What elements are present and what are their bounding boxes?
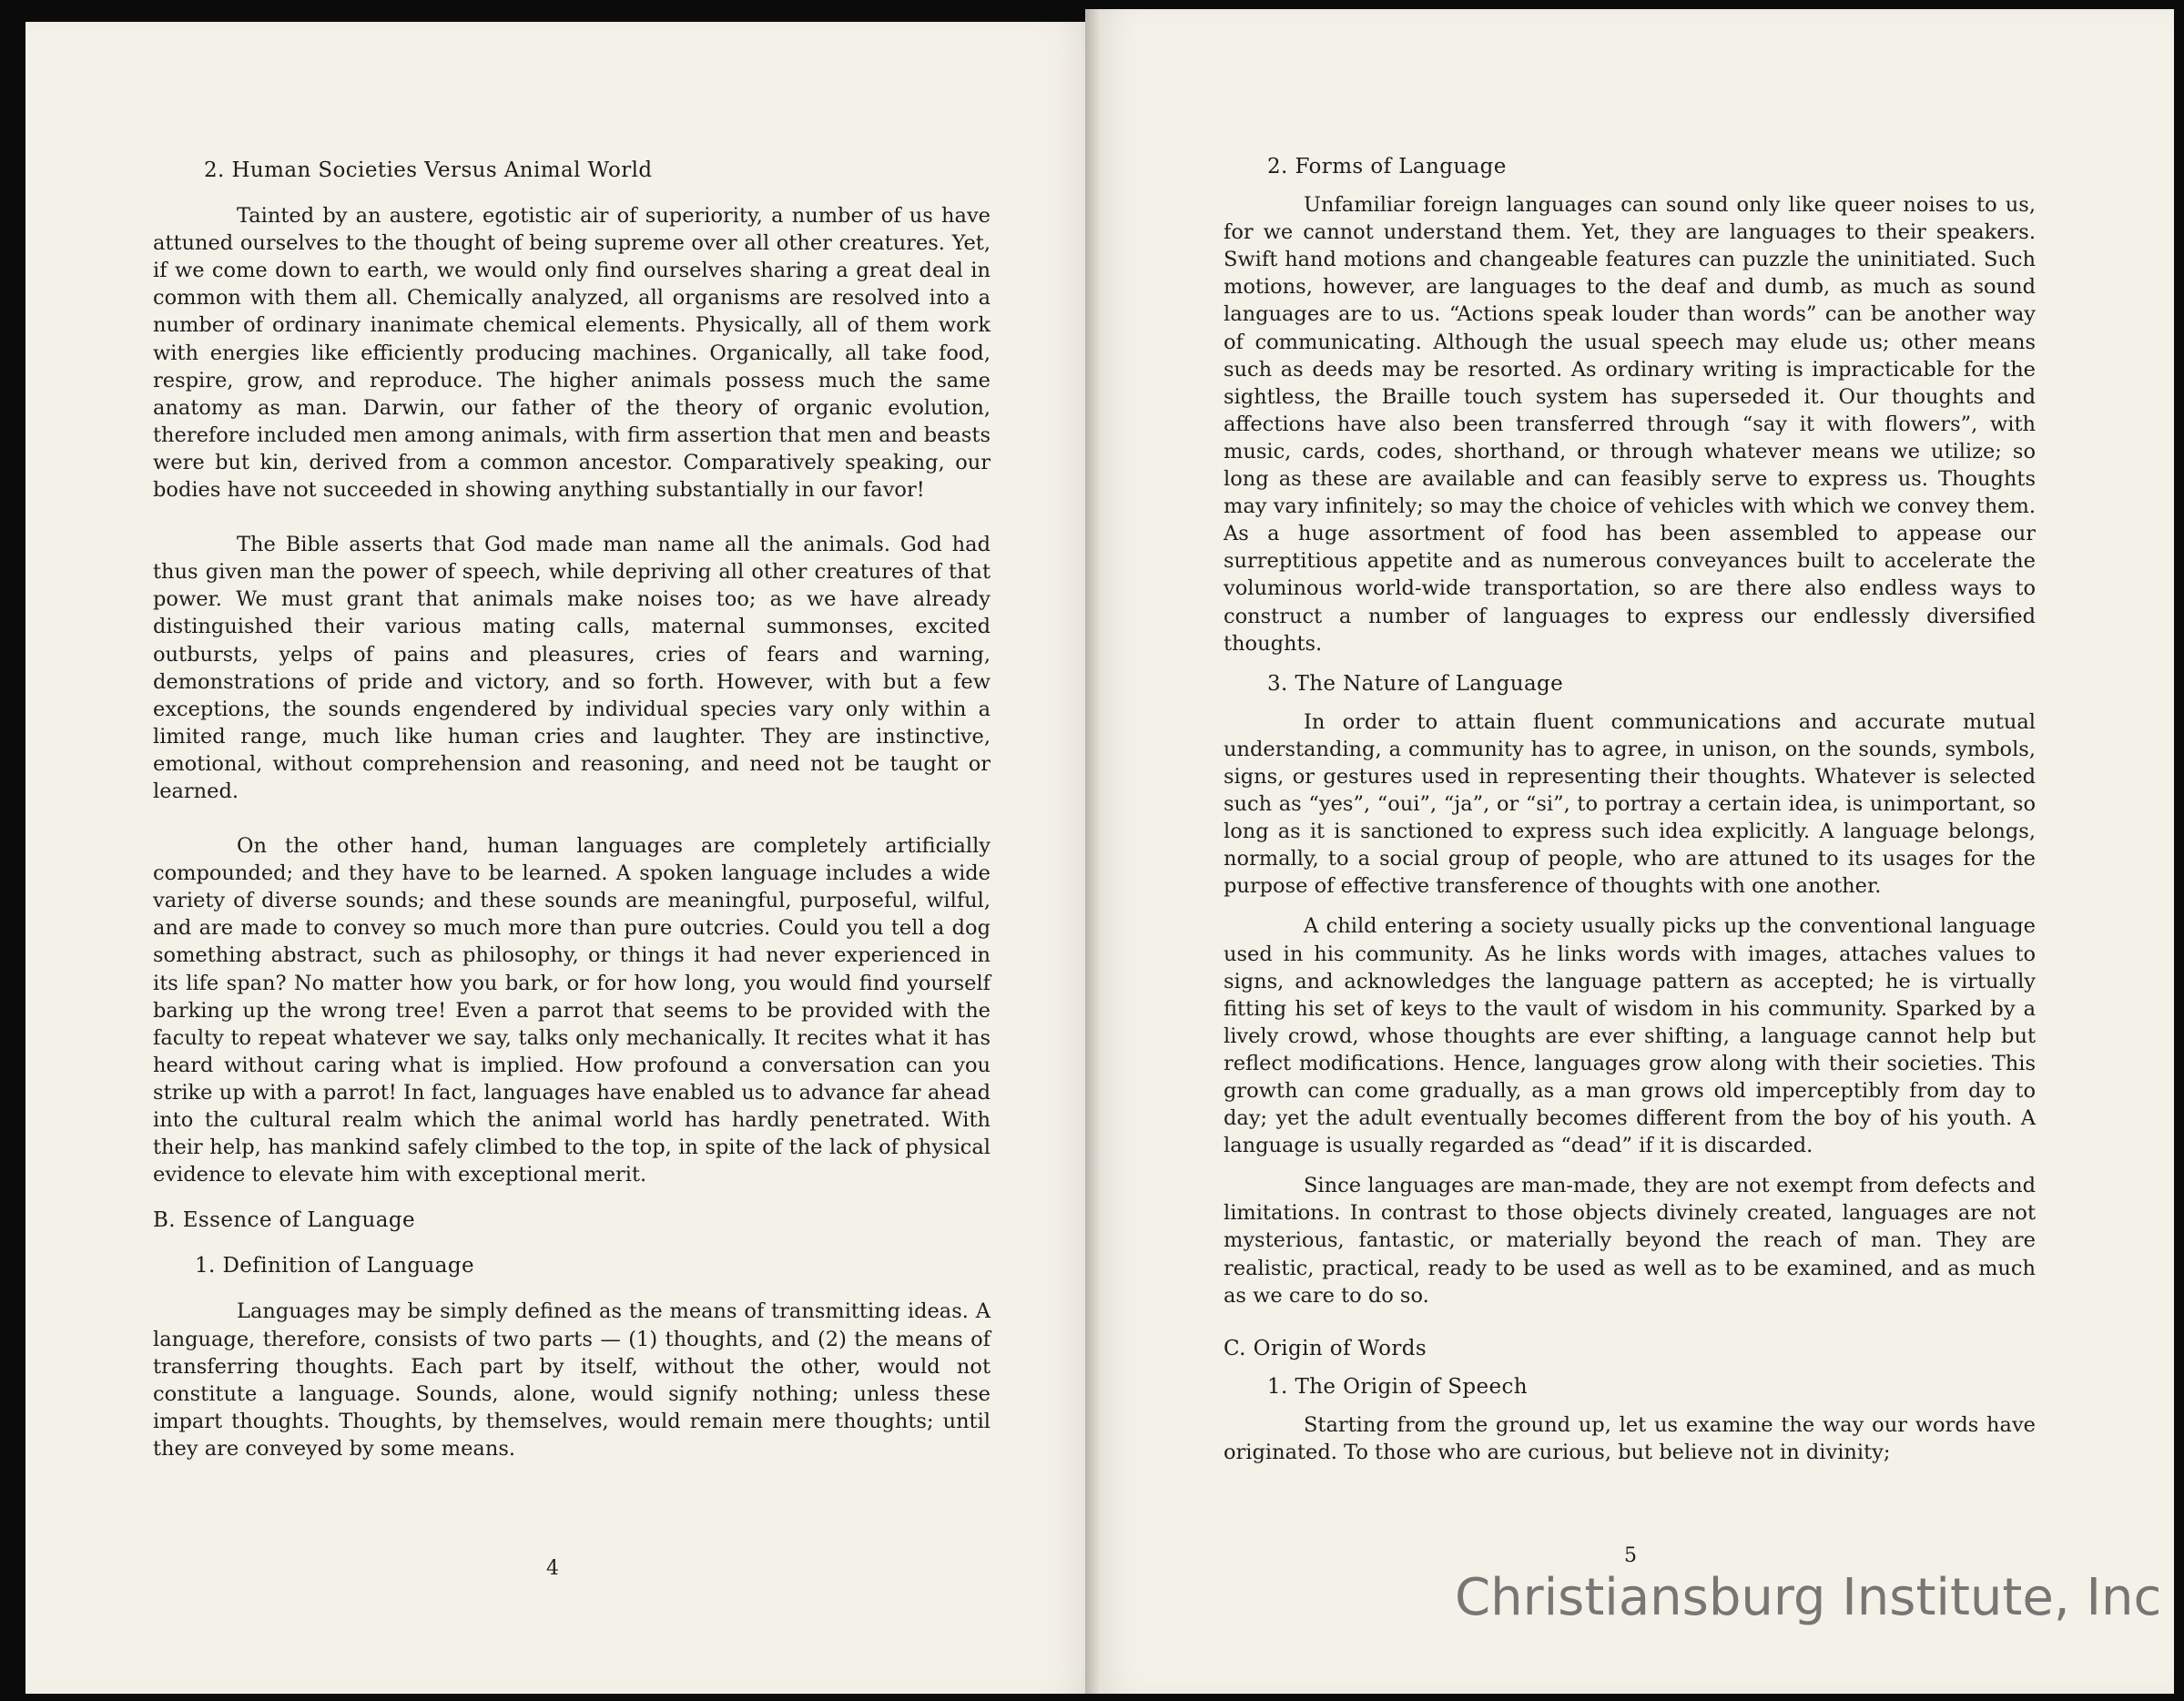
book-gutter [1085,9,1102,1694]
left-page [25,22,1098,1694]
paragraph: On the other hand, human languages are completely artificially compounded; and they have to be learned. A spoken language includes a wide variety of diverse sounds; and these sounds are meaningful, purposeful, wilful, and are made to convey so much more than pure outcries. Could you tell a dog something abstract, such as philosophy, or things it had never experienced in its life span? No matter how you bark, or for how long, you would find yourself barking up the wrong tree! Even a parrot that seems to be provided with the faculty to repeat whatever we say, talks only mechanically. It recites what it has heard without caring what is implied. How profound a conversation can you strike up with a parrot! In fact, languages have enabled us to advance far ahead into the cultural realm which the animal world has hardly penetrated. With their help, has mankind safely climbed to the top, in spite of the lack of physical evidence to elevate him with exceptional merit. [153,834,990,1187]
paragraph: Tainted by an austere, egotistic air of superiority, a number of us have attuned ourselves to the thought of being supreme over all other creatures. Yet, if we come down to earth, we would only find ourselves sharing a great deal in common with them all. Chemically analyzed, all organisms are resolved into a number of ordinary inanimate chemical elements. Physically, all of them work with energies like efficiently producing machines. Organically, all take food, respire, grow, and reproduce. The higher animals possess much the same anatomy as man. Darwin, our father of the theory of organic evolution, therefore included men among animals, with firm assertion that men and beasts were but kin, derived from a common ancestor. Comparatively speaking, our bodies have not succeeded in showing anything substantially in our favor! [153,204,990,503]
heading-forms-of-language: 2. Forms of Language [1267,155,1507,178]
heading-origin-of-speech: 1. The Origin of Speech [1267,1374,1529,1399]
heading-definition-of-language: 1. Definition of Language [195,1254,474,1278]
right-page [1085,9,2174,1694]
heading-essence-of-language: B. Essence of Language [153,1208,416,1233]
heading-origin-of-words: C. Origin of Words [1224,1336,1427,1360]
watermark: Christiansburg Institute, Inc [1455,1568,2162,1627]
heading-nature-of-language: 3. The Nature of Language [1267,671,1564,696]
paragraph: Unfamiliar foreign languages can sound only like queer noises to us, for we cannot understand them. Yet, they are languages to their speakers. Swift hand motions and changeable features can puzzle the uninitiated. Such motions, however, are languages to the deaf and dumb, as much as sound languages are to us. “Actions speak louder than words” can be another way of communicating. Although the usual speech may elude us; other means such as deeds may be resorted. As ordinary writing is impracticable for the sightless, the Braille touch system has superseded it. Our thoughts and affections have also been transferred through “say it with flowers”, with music, cards, codes, shorthand, or through whatever means we utilize; so long as these are available and can feasibly serve to express us. Thoughts may vary infinitely; so may the choice of vehicles with which we convey them. As a huge assortment of food has been assembled to appease our surreptitious appetite and as numerous conveyances built to accelerate the voluminous world-wide transportation, so are there also endless ways to construct a number of languages to express our endlessly diversified thoughts. [1224,193,2036,656]
paragraph: Since languages are man-made, they are not exempt from defects and limitations. In contrast to those objects divinely created, languages are not mysterious, fantastic, or materially beyond the reach of man. They are realistic, practical, ready to be used as well as to be examined, and as much as we care to do so. [1224,1174,2036,1308]
paragraph: The Bible asserts that God made man name all the animals. God had thus given man the power of speech, while depriving all other creatures of that power. We must grant that animals make noises too; as we have already distinguished their various mating calls, maternal summonses, excited outbursts, yelps of pains and pleasures, cries of fears and warning, demonstrations of pride and victory, and so forth. However, with but a few exceptions, the sounds engendered by individual species vary only within a limited range, much like human cries and laughter. They are instinctive, emotional, without comprehension and reasoning, and need not be taught or learned. [153,533,990,803]
page-number-right: 5 [1624,1544,1637,1567]
paragraph: A child entering a society usually picks up the conventional language used in his community. As he links words with images, attaches values to signs, and acknowledges the language pattern as accepted; he is virtually fitting his set of keys to the vault of wisdom in his community. Sparked by a lively crowd, whose thoughts are ever shifting, a language cannot help but reflect modifications. Hence, languages grow along with their societies. This growth can come gradually, as a man grows old imperceptibly from day to day; yet the adult eventually becomes different from the boy of his youth. A language is usually regarded as “dead” if it is discarded. [1224,914,2036,1158]
left-page-text [153,157,990,1490]
paragraph: In order to attain fluent communications and accurate mutual understanding, a community has to agree, in unison, on the sounds, symbols, signs, or gestures used in representing their thoughts. Whatever is selected such as “yes”, “oui”, “ja”, or “si”, to portray a certain idea, is unimportant, so long as it is sanctioned to express such idea explicitly. A language belongs, normally, to a social group of people, who are attuned to its usages for the purpose of effective transference of thoughts with one another. [1224,709,2036,899]
page-number-left: 4 [546,1557,559,1580]
right-page-text [1224,153,2036,1479]
heading-human-societies: 2. Human Societies Versus Animal World [204,158,653,182]
paragraph: Languages may be simply defined as the means of transmitting ideas. A language, therefore, consists of two parts — (1) thoughts, and (2) the means of transferring thoughts. Each part by itself, without the other, would not constitute a language. Sounds, alone, would signify nothing; unless these impart thoughts. Thoughts, by themselves, would remain mere thoughts; until they are conveyed by some means. [153,1299,990,1461]
paragraph: Starting from the ground up, let us examine the way our words have originated. To those who are curious, but believe not in divinity; [1224,1412,2036,1465]
